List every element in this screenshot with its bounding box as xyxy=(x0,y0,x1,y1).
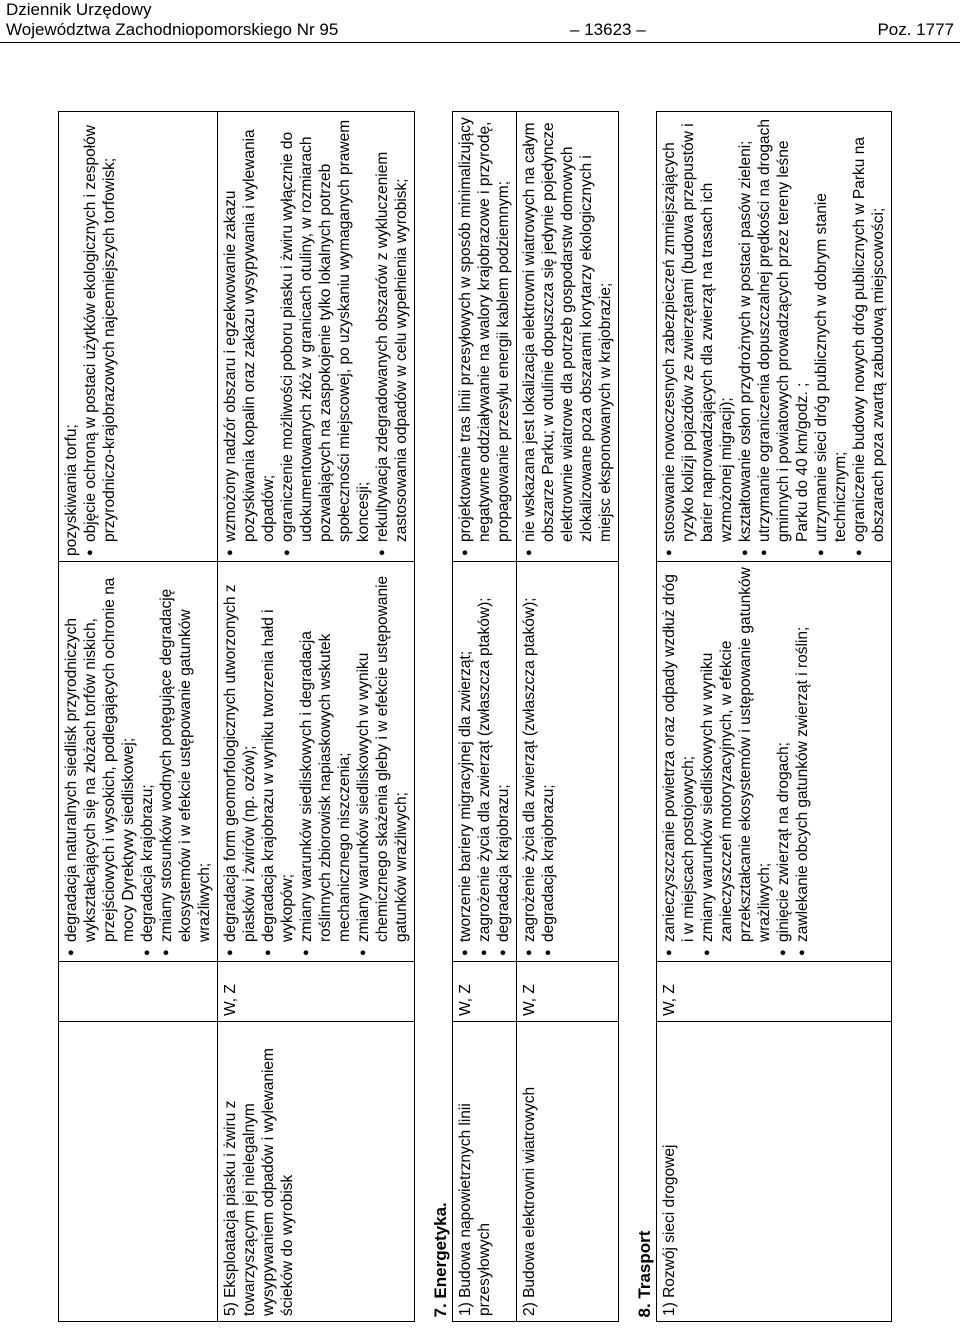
list-item: ● zmiany warunków siedliskowych w wyniku chemicznego skażenia gleby i w efekcie ustępowanie gatunków wrażliwych; xyxy=(354,567,411,956)
list-item: ● degradacja naturalnych siedlisk przyrodniczych wykształcających się na złożach torfów niskich, przejściowych i wysokich, podlegających ochronie na mocy Dyrektywy siedliskowej; xyxy=(62,567,138,956)
position-number: Poz. 1777 xyxy=(877,20,954,39)
threats-list xyxy=(62,567,214,956)
code-cell: W, Z xyxy=(517,962,619,1022)
measures-list xyxy=(221,117,411,556)
list-item: ● degradacja form geomorfologicznych utworzonych z piasków i żwirów (np. ozów); xyxy=(221,567,259,956)
threats-cell xyxy=(59,562,218,962)
measures-cell xyxy=(517,112,619,562)
table-row xyxy=(218,112,415,1322)
table-row xyxy=(657,112,892,1322)
code-cell: W, Z xyxy=(657,962,892,1022)
table-row xyxy=(517,112,619,1322)
list-item: ● degradacja krajobrazu; xyxy=(539,567,558,956)
table-row xyxy=(453,112,517,1322)
list-item: ● degradacja krajobrazu w wyniku tworzenia hałd i wykopów; xyxy=(259,567,297,956)
measures-list xyxy=(456,117,513,556)
threats-cell xyxy=(517,562,619,962)
list-item: ● zmiany warunków siedliskowych i degradacja roślinnych zbiorowisk napiaskowych wskutek mechanicznego niszczenia; xyxy=(297,567,354,956)
list-item: ● zawlekanie obcych gatunków zwierząt i roślin; xyxy=(793,567,812,956)
threats-list xyxy=(456,567,513,956)
list-item: ● utrzymanie ograniczenia dopuszczalnej prędkości na drogach gminnych i powiatowych prowadzących przez tereny leśne Parku do 40 km/godz. ; xyxy=(755,117,812,556)
section-heading-energy: 7. Energetyka. xyxy=(431,1202,450,1318)
list-item: ● projektowanie tras linii przesyłowych w sposób minimalizujący negatywne oddziaływanie na walory krajobrazowe i przyrodę, propagowanie przesyłu energii kablem podziemnym; xyxy=(456,117,513,556)
activity-cell: 2) Budowa elektrowni wiatrowych xyxy=(517,1022,619,1322)
list-item: ● degradacja krajobrazu; xyxy=(138,567,157,956)
measures-list xyxy=(81,117,119,556)
measures-intro: pozyskiwania torfu; xyxy=(63,424,80,556)
threats-cell xyxy=(657,562,892,962)
rotated-table-container xyxy=(58,112,938,1322)
list-item: ● zmiany stosunków wodnych potęgujące degradację ekosystemów i w efekcie ustępowanie gatunków wrażliwych; xyxy=(157,567,214,956)
activity-cell: 1) Rozwój sieci drogowej xyxy=(657,1022,892,1322)
measures-cell xyxy=(218,112,415,562)
header-rule xyxy=(0,42,960,43)
list-item: ● ograniczenie budowy nowych dróg publicznych w Parku na obszarach poza zwartą zabudową miejscowości; xyxy=(850,117,888,556)
threats-cell xyxy=(453,562,517,962)
section-row xyxy=(629,112,657,1322)
activity-cell: 1) Budowa napowietrznych linii przesyłowych xyxy=(453,1022,517,1322)
measures-table xyxy=(58,111,892,1322)
page-number: – 13623 – xyxy=(570,20,646,39)
list-item: ● wzmożony nadzór obszaru i egzekwowanie zakazu pozyskiwania kopalin oraz zakazu wysypywania i wylewania odpadów; xyxy=(221,117,278,556)
list-item: ● stosowanie nowoczesnych zabezpieczeń zmniejszających ryzyko kolizji pojazdów ze zwierzętami (budowa przepustów i barier naprowadzających dla zwierząt na trasach ich wzmożonej migracji); xyxy=(660,117,736,556)
list-item: ● zagrożenie życia dla zwierząt (zwłaszcza ptaków); xyxy=(520,567,539,956)
list-item: ● rekultywacja zdegradowanych obszarów z wykluczeniem zastosowania odpadów w celu wypełnienia wyrobisk; xyxy=(373,117,411,556)
header-line xyxy=(6,20,954,40)
list-item: ● utrzymanie sieci dróg publicznych w dobrym stanie technicznym; xyxy=(812,117,850,556)
table-row xyxy=(59,112,218,1322)
section-heading-transport: 8. Trasport xyxy=(635,1230,654,1318)
journal-title: Dziennik Urzędowy xyxy=(6,0,152,19)
measures-cell xyxy=(59,112,218,562)
code-cell xyxy=(59,962,218,1022)
list-item: ● zanieczyszczanie powietrza oraz odpady wzdłuż dróg i w miejscach postojowych; xyxy=(660,567,698,956)
list-item: ● tworzenie bariery migracyjnej dla zwierząt; xyxy=(456,567,475,956)
list-item: ● zmiany warunków siedliskowych w wyniku zanieczyszczeń motoryzacyjnych, w efekcie przekształcanie ekosystemów i ustępowanie gatunków wrażliwych; xyxy=(698,567,774,956)
measures-cell xyxy=(657,112,892,562)
threats-cell xyxy=(218,562,415,962)
code-cell: W, Z xyxy=(218,962,415,1022)
section-row xyxy=(425,112,453,1322)
list-item: ● kształtowanie osłon przydrożnych w postaci pasów zieleni; xyxy=(736,117,755,556)
threats-list xyxy=(520,567,558,956)
threats-list xyxy=(221,567,411,956)
list-item: ● objęcie ochroną w postaci użytków ekologicznych i zespołów przyrodniczo-krajobrazowych najcenniejszych torfowisk; xyxy=(81,117,119,556)
activity-cell xyxy=(59,1022,218,1322)
list-item: ● ograniczenie możliwości poboru piasku i żwiru wyłącznie do udokumentowanych złóż w granicach otuliny, w rozmiarach pozwalających na zaspokojenie tylko lokalnych potrzeb społeczności miejscowej, po uzyskaniu wymaganych prawem koncesji; xyxy=(278,117,373,556)
threats-list xyxy=(660,567,812,956)
list-item: ● zagrożenie życia dla zwierząt (zwłaszcza ptaków); xyxy=(475,567,494,956)
measures-list xyxy=(520,117,615,556)
publisher: Województwa Zachodniopomorskiego Nr 95 xyxy=(6,20,339,39)
list-item: ● degradacja krajobrazu; xyxy=(494,567,513,956)
code-cell: W, Z xyxy=(453,962,517,1022)
measures-cell xyxy=(453,112,517,562)
list-item: ● ginięcie zwierząt na drogach; xyxy=(774,567,793,956)
page-header xyxy=(6,0,954,40)
activity-cell: 5) Eksploatacja piasku i żwiru z towarzyszącym jej nielegalnym wysypywaniem odpadów i wylewaniem ścieków do wyrobisk xyxy=(218,1022,415,1322)
measures-list xyxy=(660,117,888,556)
list-item: ● nie wskazana jest lokalizacja elektrowni wiatrowych na całym obszarze Parku; w otulinie dopuszcza się jedynie pojedyncze elektrownie wiatrowe dla potrzeb gospodarstw domowych zlokalizowane poza obszarami korytarzy ekologicznych i miejsc eksponowanych w krajobrazie; xyxy=(520,117,615,556)
